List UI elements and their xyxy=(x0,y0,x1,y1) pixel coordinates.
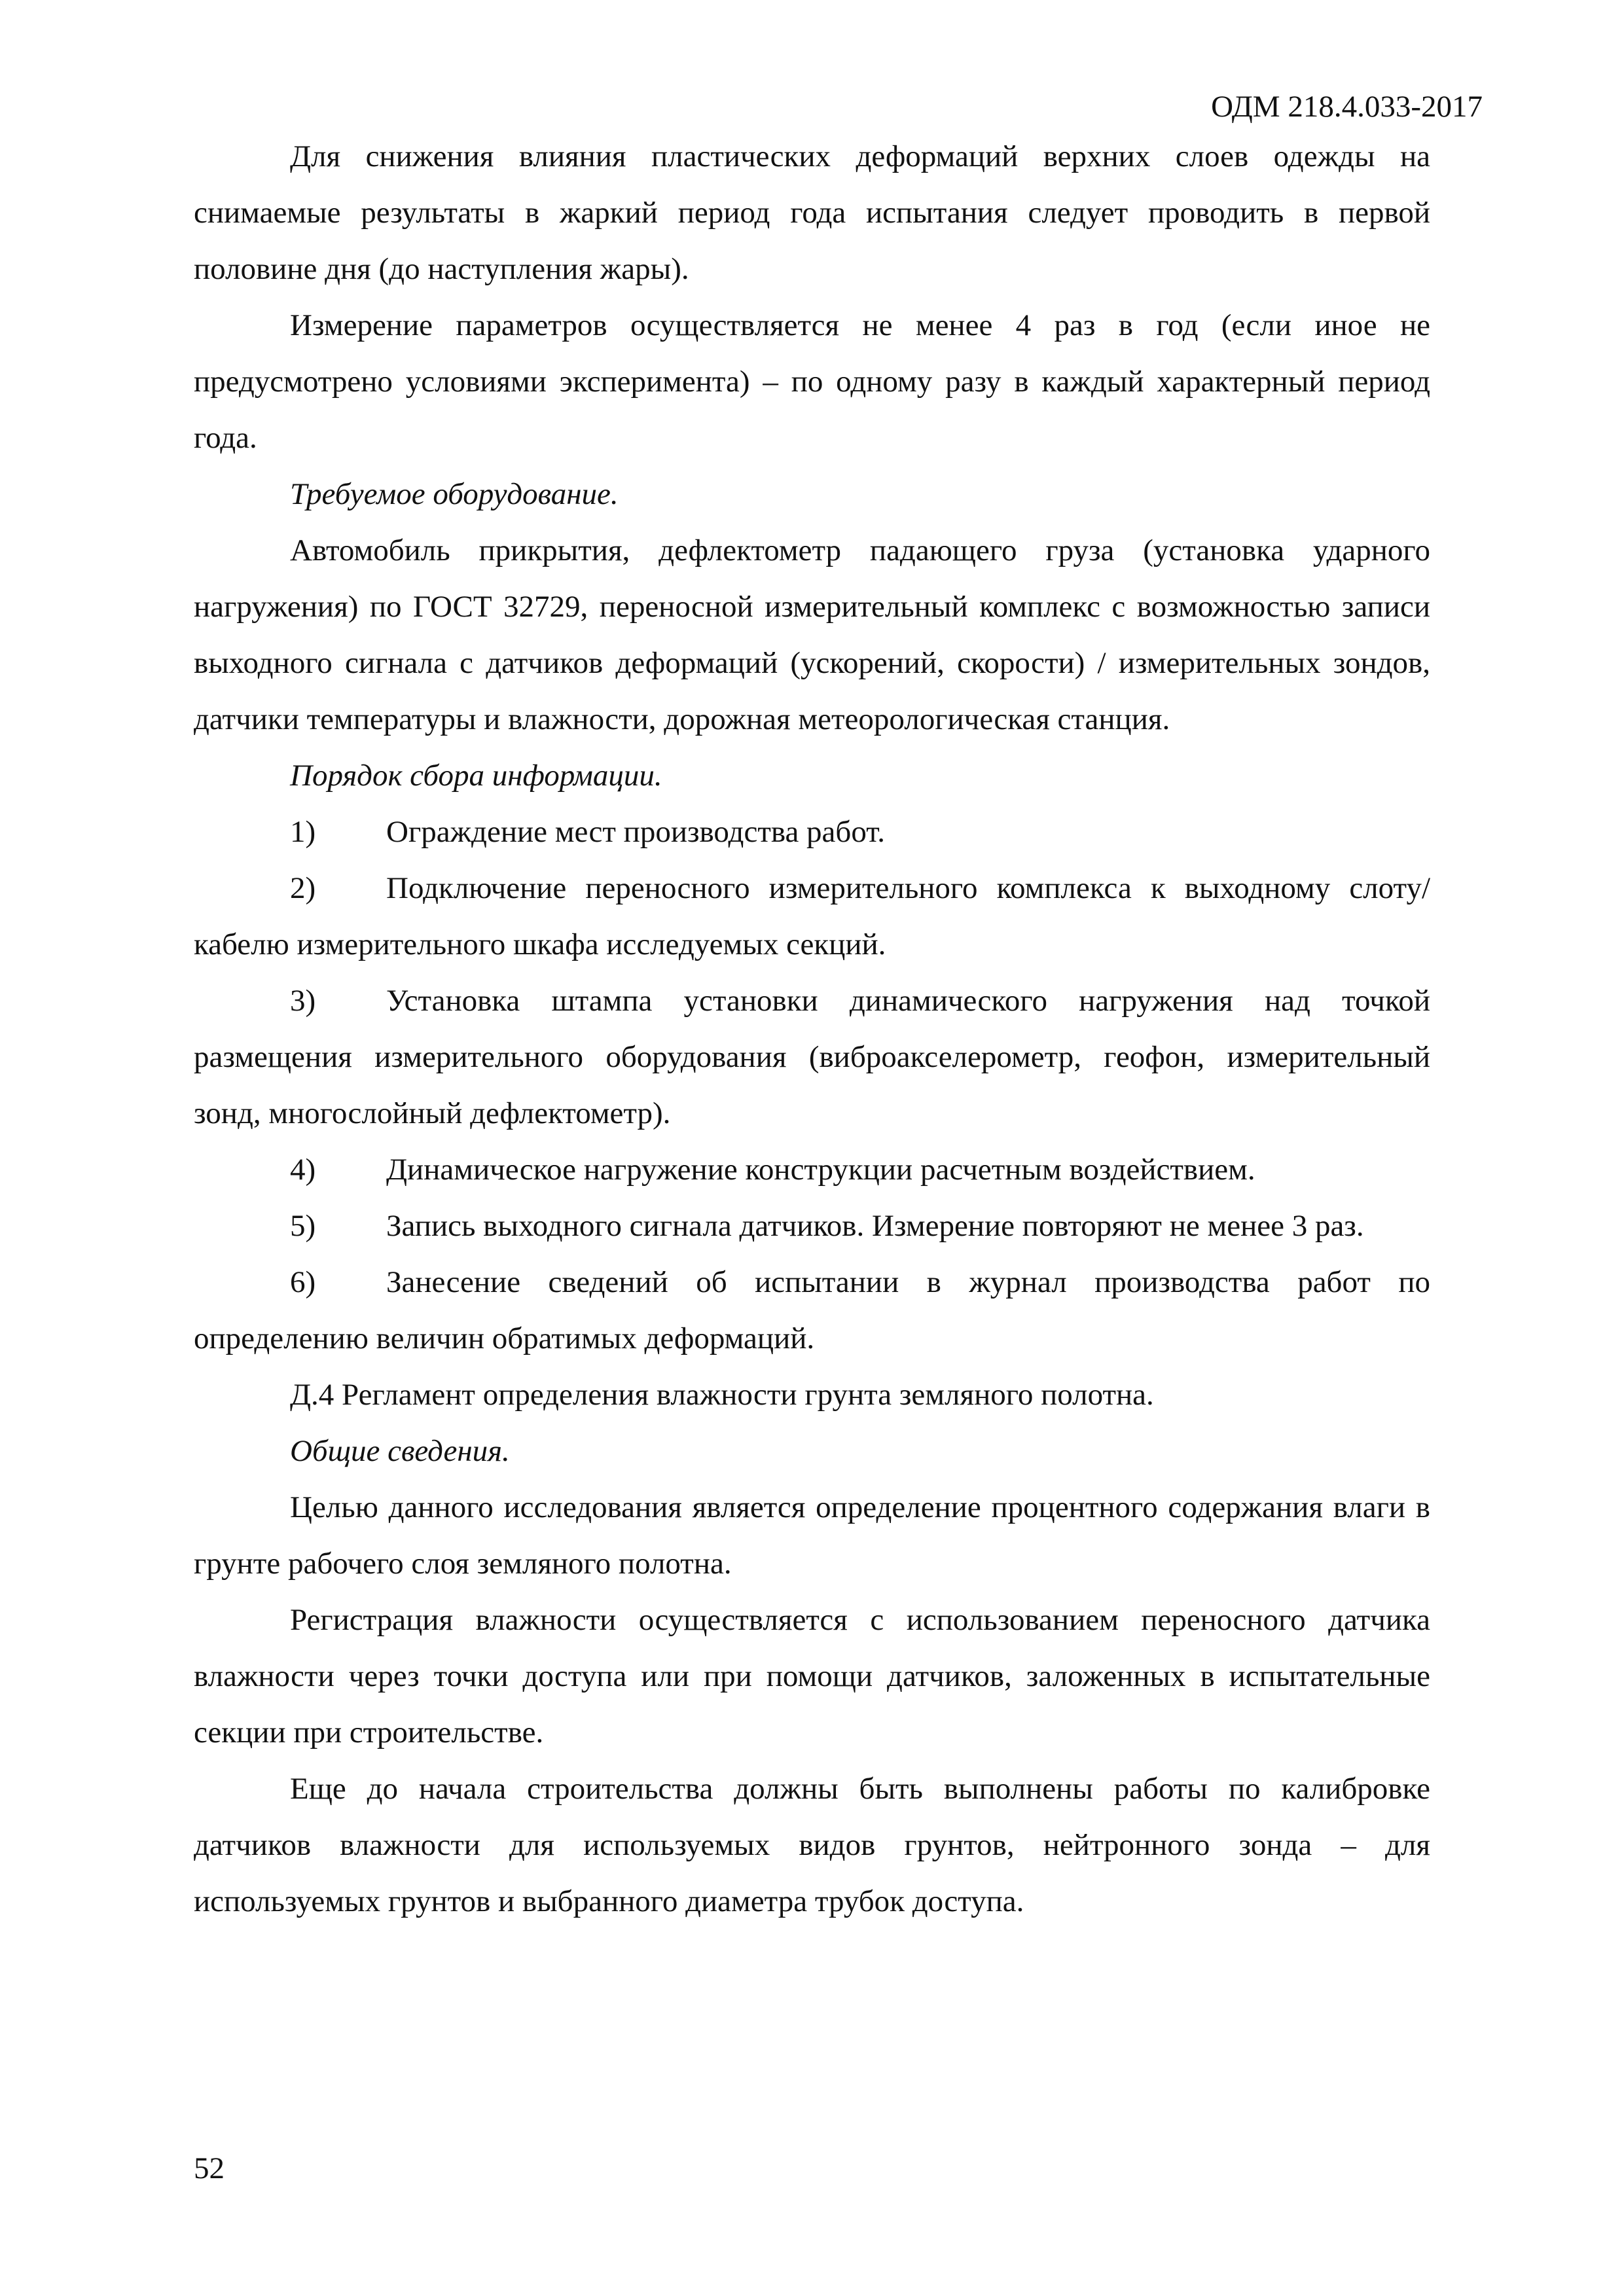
list-number: 6) xyxy=(290,1265,316,1299)
list-item-step-5 xyxy=(194,1198,1430,1254)
list-item-text: Запись выходного сигнала датчиков. Измерение повторяют не менее 3 раз. xyxy=(386,1209,1364,1243)
list-number: 1) xyxy=(290,815,316,849)
list-item-text: Динамическое нагружение конструкции расчетным воздействием. xyxy=(386,1153,1255,1187)
list-item-text: Подключение переносного измерительного комплекса к выходному слоту/кабелю измерительного шкафа исследуемых секций. xyxy=(194,871,1430,961)
paragraph-equipment-list: Автомобиль прикрытия, дефлектометр падающего груза (установка ударного нагружения) по ГОСТ 32729, переносной измерительный комплекс с возможностью записи выходного сигнала с датчиков деформаций (ускорений, скорости) / измерительных зондов, датчики температуры и влажности, дорожная метеорологическая станция. xyxy=(194,533,1430,736)
list-item-step-3 xyxy=(194,973,1430,1141)
page-number: 52 xyxy=(194,2151,225,2185)
list-item-text: Установка штампа установки динамического нагружения над точкой размещения измерительного оборудования (виброакселерометр, геофон, измерительный зонд, многослойный дефлектометр). xyxy=(194,984,1430,1130)
list-item-step-4 xyxy=(194,1141,1430,1198)
list-number: 4) xyxy=(290,1153,316,1187)
page-body xyxy=(194,128,1430,1929)
list-number: 2) xyxy=(290,871,316,905)
list-number: 5) xyxy=(290,1209,316,1243)
list-item-step-6 xyxy=(194,1254,1430,1367)
list-item-text: Занесение сведений об испытании в журнал производства работ по определению величин обратимых деформаций. xyxy=(194,1265,1430,1355)
list-number: 3) xyxy=(290,984,316,1018)
paragraph-measurement-frequency: Измерение параметров осуществляется не менее 4 раз в год (если иное не предусмотрено условиями эксперимента) – по одному разу в каждый характерный период года. xyxy=(194,308,1430,455)
list-item-text: Ограждение мест производства работ. xyxy=(386,815,885,849)
section-heading-d4: Д.4 Регламент определения влажности грунта земляного полотна. xyxy=(290,1378,1154,1412)
list-item-step-2 xyxy=(194,860,1430,973)
paragraph-plastic-deformation: Для снижения влияния пластических деформаций верхних слоев одежды на снимаемые результаты в жаркий период года испытания следует проводить в первой половине дня (до наступления жары). xyxy=(194,139,1430,286)
paragraph-sensor-calibration: Еще до начала строительства должны быть выполнены работы по калибровке датчиков влажности для используемых видов грунтов, нейтронного зонда – для используемых грунтов и выбранного диаметра трубок доступа. xyxy=(194,1772,1430,1918)
paragraph-moisture-registration: Регистрация влажности осуществляется с использованием переносного датчика влажности через точки доступа или при помощи датчиков, заложенных в испытательные секции при строительстве. xyxy=(194,1603,1430,1749)
document-code-header: ОДМ 218.4.033-2017 xyxy=(1211,90,1483,124)
subheading-general-info: Общие сведения. xyxy=(290,1434,510,1468)
subheading-collection-procedure: Порядок сбора информации. xyxy=(290,759,662,793)
paragraph-study-purpose: Целью данного исследования является определение процентного содержания влаги в грунте рабочего слоя земляного полотна. xyxy=(194,1490,1430,1581)
subheading-required-equipment: Требуемое оборудование. xyxy=(290,477,619,511)
list-item-step-1 xyxy=(194,804,1430,860)
